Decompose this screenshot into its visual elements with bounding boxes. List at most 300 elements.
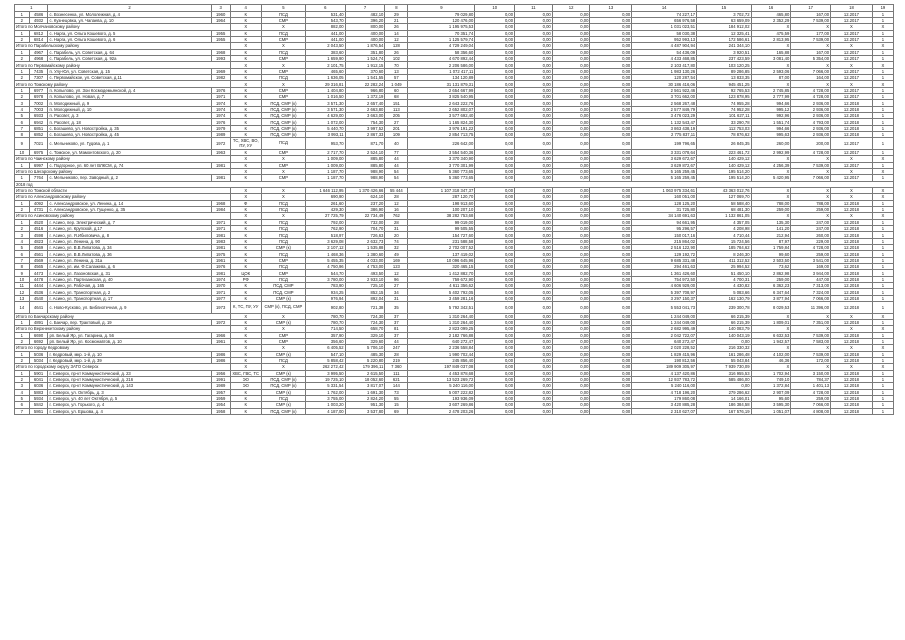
table-cell: 0,00: [475, 295, 515, 301]
table-cell: 952 993,13: [632, 36, 697, 42]
subtotal-label: Итого по городу Кедровому: [15, 345, 231, 351]
table-cell: с. Александровское, ул. Гущенко, д. 35: [48, 206, 211, 212]
table-cell: г. Северск, ул. 40 лет Октября, д. 5: [48, 395, 211, 401]
table-cell: 140 043,19: [697, 332, 751, 338]
table-cell: 1958: [211, 408, 230, 414]
table-cell: 66 215,39: [697, 319, 751, 325]
column-number: 8: [385, 5, 408, 12]
table-cell: 1971: [211, 219, 230, 225]
table-cell: 12.2017: [831, 162, 873, 168]
table-cell: 0,00: [552, 351, 590, 357]
table-cell: 0,00: [590, 87, 632, 93]
table-cell: 0,00: [552, 238, 590, 244]
table-cell: 1964: [211, 17, 230, 23]
table-cell: 12.2018: [831, 276, 873, 282]
table-cell: 0,00: [590, 370, 632, 376]
table-cell: 1981: [211, 162, 230, 168]
table-cell: 4: [15, 106, 30, 112]
table-cell: 0,00: [590, 238, 632, 244]
table-cell: 1: [872, 68, 893, 74]
table-cell: 3 701 662,00: [632, 94, 697, 100]
table-cell: 193 936,09: [408, 395, 475, 401]
table-cell: 63 659,09: [697, 17, 751, 23]
table-cell: 4 700,31: [697, 276, 751, 282]
table-cell: 3 877,94: [751, 295, 791, 301]
table-cell: 1: [872, 87, 893, 93]
table-cell: 1: [872, 125, 893, 131]
table-cell: Ф: [230, 200, 261, 206]
table-cell: 128 125,20: [632, 200, 697, 206]
table-cell: К: [230, 113, 261, 119]
subtotal-cell: 0,00: [475, 81, 515, 87]
table-cell: 2: [15, 225, 30, 231]
table-cell: 2 936,00: [791, 100, 831, 106]
table-cell: 141,20: [751, 225, 791, 231]
table-cell: 0,00: [590, 389, 632, 395]
table-cell: К: [230, 119, 261, 125]
table-cell: 370,60: [345, 68, 385, 74]
table-cell: К: [230, 30, 261, 36]
table-cell: 162 130,79: [697, 295, 751, 301]
table-cell: 12.2018: [831, 238, 873, 244]
table-cell: 10: [15, 276, 30, 282]
subtotal-cell: 66 215,39: [697, 313, 751, 319]
table-cell: 0,00: [552, 11, 590, 17]
table-cell: 386,90: [345, 206, 385, 212]
table-cell: СМР: [261, 338, 305, 344]
table-cell: К: [230, 11, 261, 17]
table-cell: 531,40: [305, 11, 345, 17]
table-cell: 0,00: [552, 289, 590, 295]
table-cell: 8: [15, 132, 30, 138]
table-cell: 0,00: [590, 206, 632, 212]
table-cell: 754,30: [345, 119, 385, 125]
table-cell: К: [230, 295, 261, 301]
table-cell: 783,90: [305, 283, 345, 289]
subtotal-cell: 0,00: [552, 168, 590, 174]
table-cell: г. Асино, ул. им. Ф.Салажева, д. 6: [48, 264, 211, 270]
subtotal-cell: 1 195 975,53: [408, 24, 475, 30]
table-cell: 12.2018: [831, 113, 873, 119]
subtotal-cell: Х: [872, 81, 893, 87]
table-cell: 3 554 540,36: [408, 149, 475, 155]
table-cell: 5 360 773,65: [408, 175, 475, 181]
subtotal-cell: Х: [791, 168, 831, 174]
subtotal-cell: 0,00: [552, 62, 590, 68]
table-cell: 2 182 766,88: [408, 332, 475, 338]
table-cell: 7021: [29, 138, 48, 149]
table-cell: К: [230, 106, 261, 112]
table-cell: с. Ново-Кусково, ул. Библиотечная, д. 9: [48, 302, 211, 313]
subtotal-cell: Х: [872, 313, 893, 319]
table-cell: 0,00: [552, 338, 590, 344]
table-cell: 4 728,00: [791, 389, 831, 395]
table-cell: 100 207,10: [408, 206, 475, 212]
table-cell: 934,25: [305, 289, 345, 295]
subtotal-label: Итого по Парабельскому району: [15, 43, 231, 49]
table-cell: 792,00: [305, 219, 345, 225]
table-cell: ПСД: [261, 138, 305, 149]
table-cell: 10 096 645,96: [408, 257, 475, 263]
table-cell: 215 864,02: [632, 238, 697, 244]
table-cell: 2: [15, 56, 30, 62]
subtotal-cell: Х: [261, 364, 305, 370]
table-cell: 4 606 929,00: [632, 283, 697, 289]
table-cell: 0,00: [475, 245, 515, 251]
table-cell: 2 907,09: [751, 389, 791, 395]
subtotal-cell: 179 396,11: [345, 364, 385, 370]
table-cell: 13: [385, 68, 408, 74]
table-cell: 5 240 116,00: [408, 383, 475, 389]
subtotal-cell: 0,00: [475, 326, 515, 332]
table-cell: ПСД, СМР (к): [261, 383, 305, 389]
subtotal-cell: 30 186 416,06: [632, 81, 697, 87]
subtotal-label: Итого по Молчановскому району: [15, 24, 231, 30]
subtotal-cell: Х: [751, 326, 791, 332]
table-cell: 9 685 331,48: [632, 257, 697, 263]
subtotal-cell: 2 236 558,84: [408, 345, 475, 351]
table-cell: 4473: [29, 270, 48, 276]
table-cell: 12.2017: [831, 75, 873, 81]
table-cell: 0,00: [552, 100, 590, 106]
column-number: 15: [697, 5, 751, 12]
table-cell: 5 354,00: [791, 56, 831, 62]
subtotal-cell: 0,00: [515, 43, 553, 49]
subtotal-cell: 0,00: [475, 187, 515, 193]
table-cell: 0,00: [475, 162, 515, 168]
table-cell: 5 331,54: [305, 383, 345, 389]
table-cell: 1: [872, 357, 893, 363]
subtotal-cell: 1 912,15: [345, 62, 385, 68]
table-cell: 70 351,74: [408, 30, 475, 36]
table-cell: г. Асино, ул. Крупской, д.17: [48, 225, 211, 231]
subtotal-cell: 2 682 995,49: [632, 326, 697, 332]
table-cell: 1971: [211, 225, 230, 231]
subtotal-cell: Х: [791, 345, 831, 351]
table-cell: 1961: [211, 338, 230, 344]
table-cell: 68 481,30: [697, 206, 751, 212]
table-cell: 1970: [211, 283, 230, 289]
table-cell: 0,00: [590, 17, 632, 23]
table-cell: 135,30: [751, 219, 791, 225]
table-cell: 279 286,62: [697, 389, 751, 395]
subtotal-cell: 658,70: [345, 326, 385, 332]
table-cell: 294 461,63: [632, 264, 697, 270]
table-cell: СМР: [261, 87, 305, 93]
table-cell: 2 310 627,07: [632, 408, 697, 414]
table-cell: 1968: [211, 49, 230, 55]
table-cell: 123: [385, 264, 408, 270]
table-cell: ПСД: [261, 264, 305, 270]
table-cell: 4968: [29, 56, 48, 62]
table-cell: 951,30: [345, 402, 385, 408]
table-cell: с. Богашево, ул. Новостройка, д. 45: [48, 132, 211, 138]
table-cell: 0,00: [590, 408, 632, 414]
table-cell: 0,00: [552, 36, 590, 42]
subtotal-label: Итого по Томской области: [15, 187, 231, 193]
table-cell: 5883: [29, 389, 48, 395]
table-cell: 165,88: [751, 49, 791, 55]
table-cell: 12.2017: [831, 49, 873, 55]
table-cell: 0,00: [475, 238, 515, 244]
subtotal-cell: 0,00: [475, 364, 515, 370]
subtotal-cell: 988,90: [345, 168, 385, 174]
table-cell: 784,37: [791, 376, 831, 382]
table-cell: 7002: [29, 100, 48, 106]
table-cell: 4561: [29, 251, 48, 257]
table-cell: 0,00: [590, 36, 632, 42]
subtotal-cell: 0,00: [552, 213, 590, 219]
table-cell: 0,00: [590, 149, 632, 155]
table-cell: 0,00: [475, 383, 515, 389]
table-cell: 27: [385, 283, 408, 289]
table-cell: 0,00: [475, 370, 515, 376]
table-cell: 6 362,23: [751, 283, 791, 289]
subtotal-cell: Х: [751, 213, 791, 219]
table-cell: 1983: [211, 238, 230, 244]
subtotal-cell: 0,00: [515, 194, 553, 200]
table-cell: 0,00: [552, 162, 590, 168]
table-cell: 1: [872, 17, 893, 23]
subtotal-cell: 216 330,32: [697, 345, 751, 351]
table-cell: 12.2018: [831, 125, 873, 131]
table-cell: 12: [385, 200, 408, 206]
table-cell: 1: [872, 100, 893, 106]
subtotal-cell: 128: [385, 43, 408, 49]
table-cell: 1968: [211, 200, 230, 206]
table-cell: 0,00: [552, 225, 590, 231]
table-cell: 0,00: [590, 245, 632, 251]
table-cell: 1974: [211, 100, 230, 106]
table-cell: СМР: [261, 36, 305, 42]
table-cell: 1: [872, 56, 893, 62]
table-cell: 4823: [29, 238, 48, 244]
table-cell: 5 440,70: [305, 125, 345, 131]
subtotal-cell: Х: [831, 24, 873, 30]
table-cell: 3 770 301,99: [408, 162, 475, 168]
table-cell: 0,00: [697, 338, 751, 344]
subtotal-cell: 37: [385, 313, 408, 319]
table-cell: СМР (к): [261, 370, 305, 376]
table-cell: 12.2017: [831, 56, 873, 62]
table-cell: 4 718 196,20: [632, 389, 697, 395]
table-cell: К: [230, 389, 261, 395]
table-cell: 1: [872, 162, 893, 168]
table-cell: К: [230, 264, 261, 270]
table-cell: 0,00: [552, 200, 590, 206]
table-cell: 1971: [211, 94, 230, 100]
subtotal-cell: 780,70: [305, 313, 345, 319]
table-cell: 585 486,00: [697, 376, 751, 382]
table-cell: 640 272,47: [408, 338, 475, 344]
table-cell: К: [230, 283, 261, 289]
table-cell: г. Асино, ул. В.В.Липатова, д. 36: [48, 251, 211, 257]
table-cell: 18 052,60: [345, 376, 385, 382]
table-cell: ПСД, СМР (к): [261, 376, 305, 382]
table-cell: К: [230, 75, 261, 81]
table-cell: 1 762,00: [305, 389, 345, 395]
subtotal-cell: 0,00: [590, 194, 632, 200]
table-cell: 2 657,40: [345, 100, 385, 106]
table-cell: 3 537,80: [345, 408, 385, 414]
table-cell: 4 808,00: [791, 408, 831, 414]
subtotal-cell: Х: [261, 43, 305, 49]
table-cell: 7 313,00: [791, 283, 831, 289]
table-cell: 0,00: [475, 225, 515, 231]
subtotal-cell: 1 244 049,00: [632, 313, 697, 319]
table-cell: 852,15: [345, 289, 385, 295]
table-cell: 1: [872, 276, 893, 282]
table-cell: 1: [872, 119, 893, 125]
table-cell: 1960: [211, 11, 230, 17]
table-cell: 543,70: [305, 17, 345, 23]
table-cell: СМР: [261, 17, 305, 23]
table-cell: 54 436,09: [632, 49, 697, 55]
subtotal-cell: Х: [230, 326, 261, 332]
subtotal-cell: 0,00: [515, 168, 553, 174]
table-cell: 1: [872, 30, 893, 36]
table-cell: 1993: [211, 56, 230, 62]
table-cell: 465,60: [305, 68, 345, 74]
table-cell: 3 571,30: [305, 100, 345, 106]
table-cell: 31: [385, 295, 408, 301]
table-cell: 0,00: [590, 219, 632, 225]
table-cell: 1: [872, 94, 893, 100]
table-cell: 429,30: [305, 206, 345, 212]
table-cell: 0,00: [515, 351, 553, 357]
subtotal-cell: 81: [385, 326, 408, 332]
table-cell: 33 290,78: [697, 119, 751, 125]
table-cell: 1: [872, 200, 893, 206]
table-cell: 0,00: [590, 338, 632, 344]
table-cell: 6997: [29, 162, 48, 168]
table-cell: г. Северск, ул. Горького, д. 4: [48, 402, 211, 408]
table-cell: 0,00: [590, 125, 632, 131]
table-cell: К: [230, 257, 261, 263]
subtotal-cell: 0,00: [515, 156, 553, 162]
table-cell: 4967: [29, 49, 48, 55]
table-cell: 0,00: [515, 219, 553, 225]
column-number: 4: [230, 5, 261, 12]
table-cell: 726,63: [345, 232, 385, 238]
table-cell: 3 595,30: [751, 402, 791, 408]
table-cell: 0,00: [552, 257, 590, 263]
table-cell: 0,00: [552, 357, 590, 363]
subtotal-cell: Х: [791, 326, 831, 332]
table-cell: 99,60: [751, 251, 791, 257]
table-cell: СМР: [261, 162, 305, 168]
table-cell: 2 854 713,75: [408, 132, 475, 138]
table-cell: 320 465,15: [408, 264, 475, 270]
subtotal-cell: 140 429,12: [697, 156, 751, 162]
subtotal-cell: Х: [791, 81, 831, 87]
table-cell: 2 593,06: [751, 68, 791, 74]
subtotal-label: Итого по Асиновскому району: [15, 213, 231, 219]
table-cell: 0,00: [515, 270, 553, 276]
table-cell: 1974: [211, 276, 230, 282]
table-cell: 441,00: [305, 30, 345, 36]
table-cell: 247,00: [791, 219, 831, 225]
subtotal-cell: Х: [261, 24, 305, 30]
table-cell: 12.2017: [831, 138, 873, 149]
subtotal-cell: 0,00: [515, 81, 553, 87]
table-cell: К: [230, 17, 261, 23]
table-cell: 73: [385, 389, 408, 395]
table-cell: 4: [15, 389, 30, 395]
subtotal-cell: 0,00: [515, 187, 553, 193]
subtotal-cell: Х: [230, 43, 261, 49]
table-cell: 902,80: [305, 302, 345, 313]
table-cell: 0,00: [475, 100, 515, 106]
column-number: 3: [211, 5, 230, 12]
table-cell: 0,00: [590, 225, 632, 231]
table-cell: 8 029,53: [751, 302, 791, 313]
subtotal-cell: Х: [751, 364, 791, 370]
table-cell: СМР (к): [261, 351, 305, 357]
table-cell: 885,80: [345, 162, 385, 168]
table-cell: К: [230, 149, 261, 155]
table-cell: 89 286,85: [697, 68, 751, 74]
subtotal-cell: 0,00: [552, 43, 590, 49]
table-cell: 2: [15, 36, 30, 42]
column-number: 17: [791, 5, 831, 12]
table-cell: 0,00: [590, 94, 632, 100]
table-cell: 0,00: [552, 138, 590, 149]
subtotal-cell: 1 187,70: [305, 168, 345, 174]
table-cell: К: [230, 162, 261, 168]
register-sheet: [14, 4, 894, 415]
table-cell: 0,00: [590, 49, 632, 55]
table-cell: г. Асино, пер. Электрический, д. 7: [48, 219, 211, 225]
table-cell: 1966: [211, 332, 230, 338]
table-cell: 5 220,80: [345, 357, 385, 363]
table-cell: 1: [872, 219, 893, 225]
table-cell: 0,00: [475, 175, 515, 181]
subtotal-cell: Х: [872, 364, 893, 370]
table-cell: 5 402 792,05: [408, 289, 475, 295]
table-cell: 4092: [29, 200, 48, 206]
subtotal-cell: Х: [831, 194, 873, 200]
table-cell: 1: [872, 49, 893, 55]
table-cell: 79 029,80: [408, 11, 475, 17]
subtotal-cell: 0,00: [590, 24, 632, 30]
table-cell: 3 541,00: [791, 257, 831, 263]
subtotal-cell: 34 140 691,63: [632, 213, 697, 219]
subtotal-label: Итого по Чаинскому району: [15, 156, 231, 162]
table-cell: 26 845,35: [697, 138, 751, 149]
table-cell: 4 357,05: [697, 219, 751, 225]
subtotal-cell: 0,00: [552, 345, 590, 351]
table-cell: 1: [872, 289, 893, 295]
table-cell: г. Асино, ул. Транспортная, д. 2: [48, 289, 211, 295]
subtotal-cell: 882,00: [305, 24, 345, 30]
table-cell: 754 972,50: [632, 276, 697, 282]
table-cell: 1: [872, 11, 893, 17]
table-cell: 259,00: [791, 251, 831, 257]
table-cell: 1 051,07: [751, 408, 791, 414]
table-cell: 0,00: [515, 11, 553, 17]
subtotal-cell: 1 132 861,05: [697, 213, 751, 219]
table-cell: 518,97: [305, 232, 345, 238]
table-cell: 0,00: [590, 251, 632, 257]
table-cell: с. Кузнецовка, ул. Чапаева, д. 10: [48, 17, 211, 23]
subtotal-cell: Х: [230, 81, 261, 87]
table-cell: СМР: [261, 175, 305, 181]
table-cell: 0,00: [552, 395, 590, 401]
table-cell: 12.2018: [831, 219, 873, 225]
subtotal-cell: 22 734,49: [345, 213, 385, 219]
table-cell: 992,96: [751, 113, 791, 119]
